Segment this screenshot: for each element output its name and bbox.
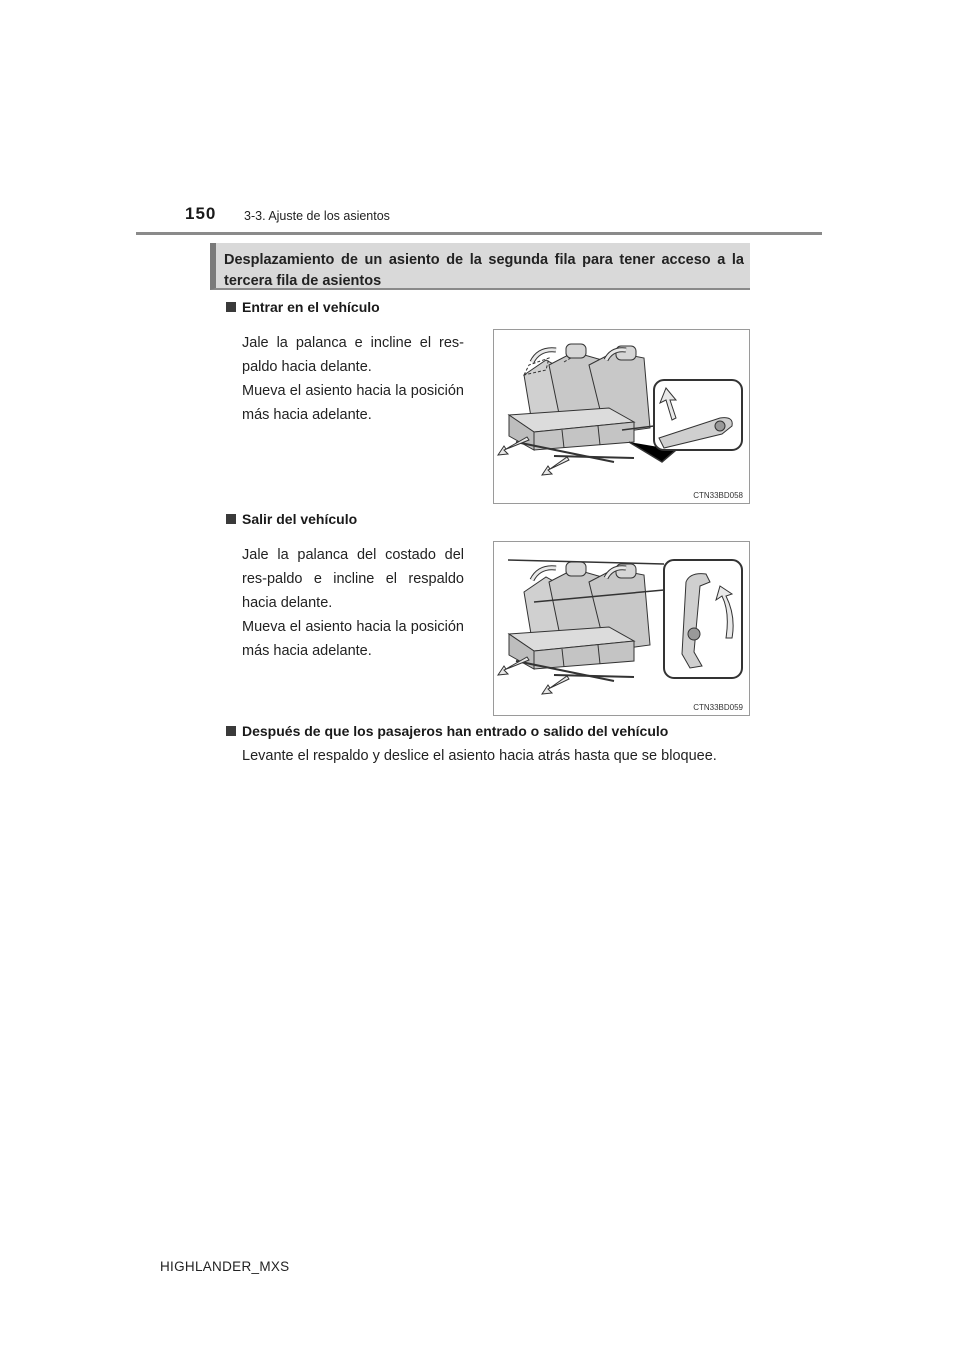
topic-banner-title: Desplazamiento de un asiento de la segunda fila para tener acceso a la tercera fila de asientos [224, 252, 744, 289]
seat-figure-enter [493, 329, 750, 504]
page-number: 150 [185, 204, 217, 223]
bullet-square-icon [226, 726, 236, 736]
paragraph: Mueva el asiento hacia la posición más hacia adelante. [242, 619, 464, 659]
section-heading-text: Entrar en el vehículo [242, 299, 380, 315]
figure-code: CTN33BD058 [693, 491, 743, 500]
section-title: 3-3. Ajuste de los asientos [244, 209, 390, 223]
section-heading-text: Salir del vehículo [242, 511, 358, 527]
section-heading-text: Después de que los pasajeros han entrado o salido del vehículo [242, 723, 669, 739]
paragraph: Mueva el asiento hacia la posición más hacia adelante. [242, 383, 464, 423]
footer-model: HIGHLANDER_MXS [160, 1259, 290, 1274]
section-heading-enter [226, 299, 380, 315]
bullet-square-icon [226, 302, 236, 312]
bullet-square-icon [226, 514, 236, 524]
paragraph: Levante el respaldo y deslice el asiento hacia atrás hasta que se bloquee. [242, 748, 717, 764]
paragraph: Jale la palanca e incline el res-paldo hacia delante. [242, 335, 464, 375]
seat-figure-exit [493, 541, 750, 716]
seat-illustration [494, 542, 749, 715]
figure-code: CTN33BD059 [693, 703, 743, 712]
seat-illustration [494, 330, 749, 503]
section-heading-after [226, 723, 668, 739]
header-rule [136, 232, 822, 235]
paragraph: Jale la palanca del costado del res-paldo e incline el respaldo hacia delante. [242, 547, 464, 611]
section-heading-exit [226, 511, 357, 527]
